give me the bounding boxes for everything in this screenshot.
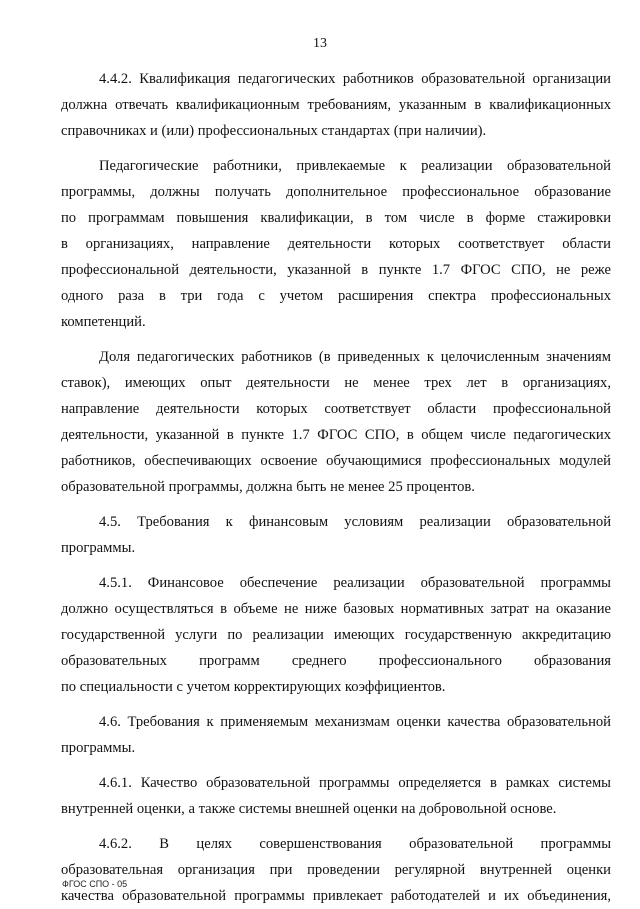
document-body [61,66,611,909]
text-line: качества образовательной программы привлекает работодателей и их объединения, [61,888,611,904]
page-number: 13 [313,36,327,51]
text-line: образовательная организация при проведении регулярной внутренней оценки [61,862,611,878]
text-line: программы, должны получать дополнительное профессиональное образование [61,184,611,200]
text-line: ставок), имеющих опыт деятельности не менее трех лет в организациях, [61,375,611,391]
text-line: в организациях, направление деятельности которых соответствует области [61,236,611,252]
text-line: должно осуществляться в объеме не ниже базовых нормативных затрат на оказание [61,601,611,617]
text-line: направление деятельности которых соответствует области профессиональной [61,401,611,417]
paragraph-4-6-2 [61,831,611,909]
text-line: Педагогические работники, привлекаемые к реализации образовательной [99,158,611,174]
text-line: программы. [61,740,136,756]
paragraph-teachers-training [61,153,611,335]
text-line: справочниках и (или) профессиональных стандартах (при наличии). [61,123,487,139]
paragraph-4-6-1 [61,770,611,822]
text-line: компетенций. [61,314,146,330]
text-line: 4.5.1. Финансовое обеспечение реализации образовательной программы [99,575,611,591]
text-line: внутренней оценки, а также системы внешней оценки на добровольной основе. [61,801,557,817]
text-line: деятельности, указанной в пункте 1.7 ФГОС СПО, в общем числе педагогических [61,427,611,443]
text-line: образовательных программ среднего профессионального образования [61,653,611,669]
text-line: профессиональной деятельности, указанной в пункте 1.7 ФГОС СПО, не реже [61,262,611,278]
text-line: государственной услуги по реализации имеющих государственную аккредитацию [61,627,611,643]
paragraph-teachers-share [61,344,611,500]
paragraph-4-5-1 [61,570,611,700]
text-line: работников, обеспечивающих освоение обучающимися профессиональных модулей [61,453,611,469]
text-line: 4.6.1. Качество образовательной программы определяется в рамках системы [99,775,611,791]
text-line: образовательной программы, должна быть не менее 25 процентов. [61,479,475,495]
text-line: 4.6. Требования к применяемым механизмам оценки качества образовательной [99,714,611,730]
text-line: по специальности с учетом корректирующих коэффициентов. [61,679,446,695]
text-line: 4.4.2. Квалификация педагогических работников образовательной организации [99,71,611,87]
paragraph-4-4-2 [61,66,611,144]
paragraph-4-6 [61,709,611,761]
paragraph-4-5 [61,509,611,561]
text-line: 4.6.2. В целях совершенствования образовательной программы [99,836,611,852]
text-line: 4.5. Требования к финансовым условиям реализации образовательной [99,514,611,530]
text-line: по программам повышения квалификации, в том числе в форме стажировки [61,210,611,226]
text-line: Доля педагогических работников (в приведенных к целочисленным значениям [99,349,611,365]
footer-code: ФГОС СПО - 05 [62,879,128,889]
text-line: программы. [61,540,136,556]
text-line: должна отвечать квалификационным требованиям, указанным в квалификационных [61,97,611,113]
text-line: одного раза в три года с учетом расширения спектра профессиональных [61,288,611,304]
